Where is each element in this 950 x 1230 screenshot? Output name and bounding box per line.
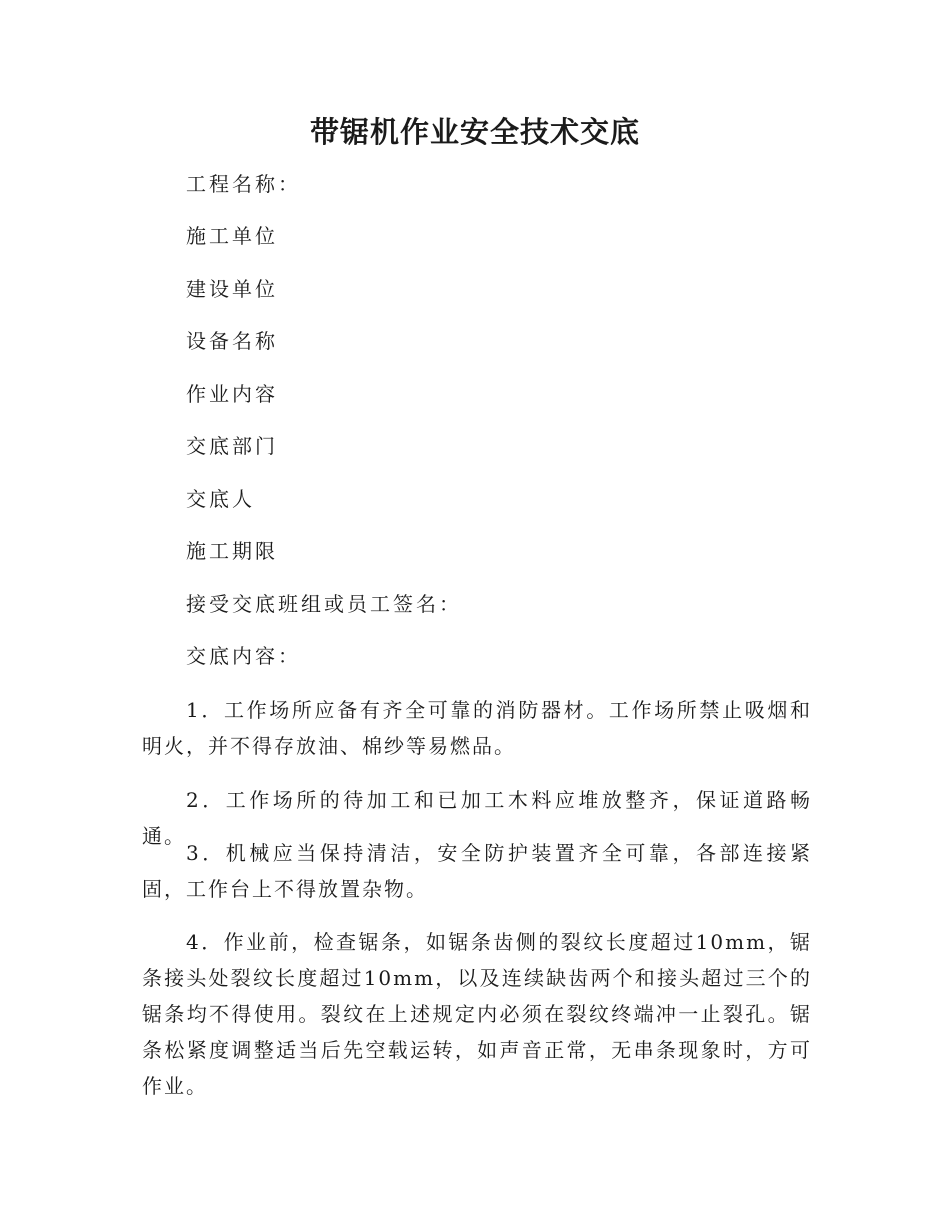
paragraph-4: 4．作业前，检查锯条，如锯条齿侧的裂纹长度超过10mm，锯条接头处裂纹长度超过10mm，以及连续缺齿两个和接头超过三个的锯条均不得使用。裂纹在上述规定内必须在裂纹终端冲一止裂孔。锯条松紧度调整适当后先空载运转，如声音正常，无串条现象时，方可作业。 [142,930,812,1098]
field-project-name: 工程名称： [186,172,301,196]
field-developer-unit: 建设单位 [186,277,278,301]
field-work-content: 作业内容 [186,382,278,406]
paragraph-2: 2．工作场所的待加工和已加工木料应堆放整齐，保证道路畅通。 [142,788,812,848]
field-signature: 接受交底班组或员工签名： [186,592,462,616]
field-construction-period: 施工期限 [186,539,278,563]
document-title: 带锯机作业安全技术交底 [309,115,640,149]
field-construction-unit: 施工单位 [186,224,278,248]
paragraph-3: 3．机械应当保持清洁，安全防护装置齐全可靠，各部连接紧固，工作台上不得放置杂物。 [142,841,812,901]
field-briefing-content: 交底内容： [186,644,301,668]
field-briefing-department: 交底部门 [186,434,278,458]
paragraph-1: 1．工作场所应备有齐全可靠的消防器材。工作场所禁止吸烟和明火，并不得存放油、棉纱等易燃品。 [142,698,812,758]
field-equipment-name: 设备名称 [186,329,278,353]
field-briefing-person: 交底人 [186,487,255,511]
